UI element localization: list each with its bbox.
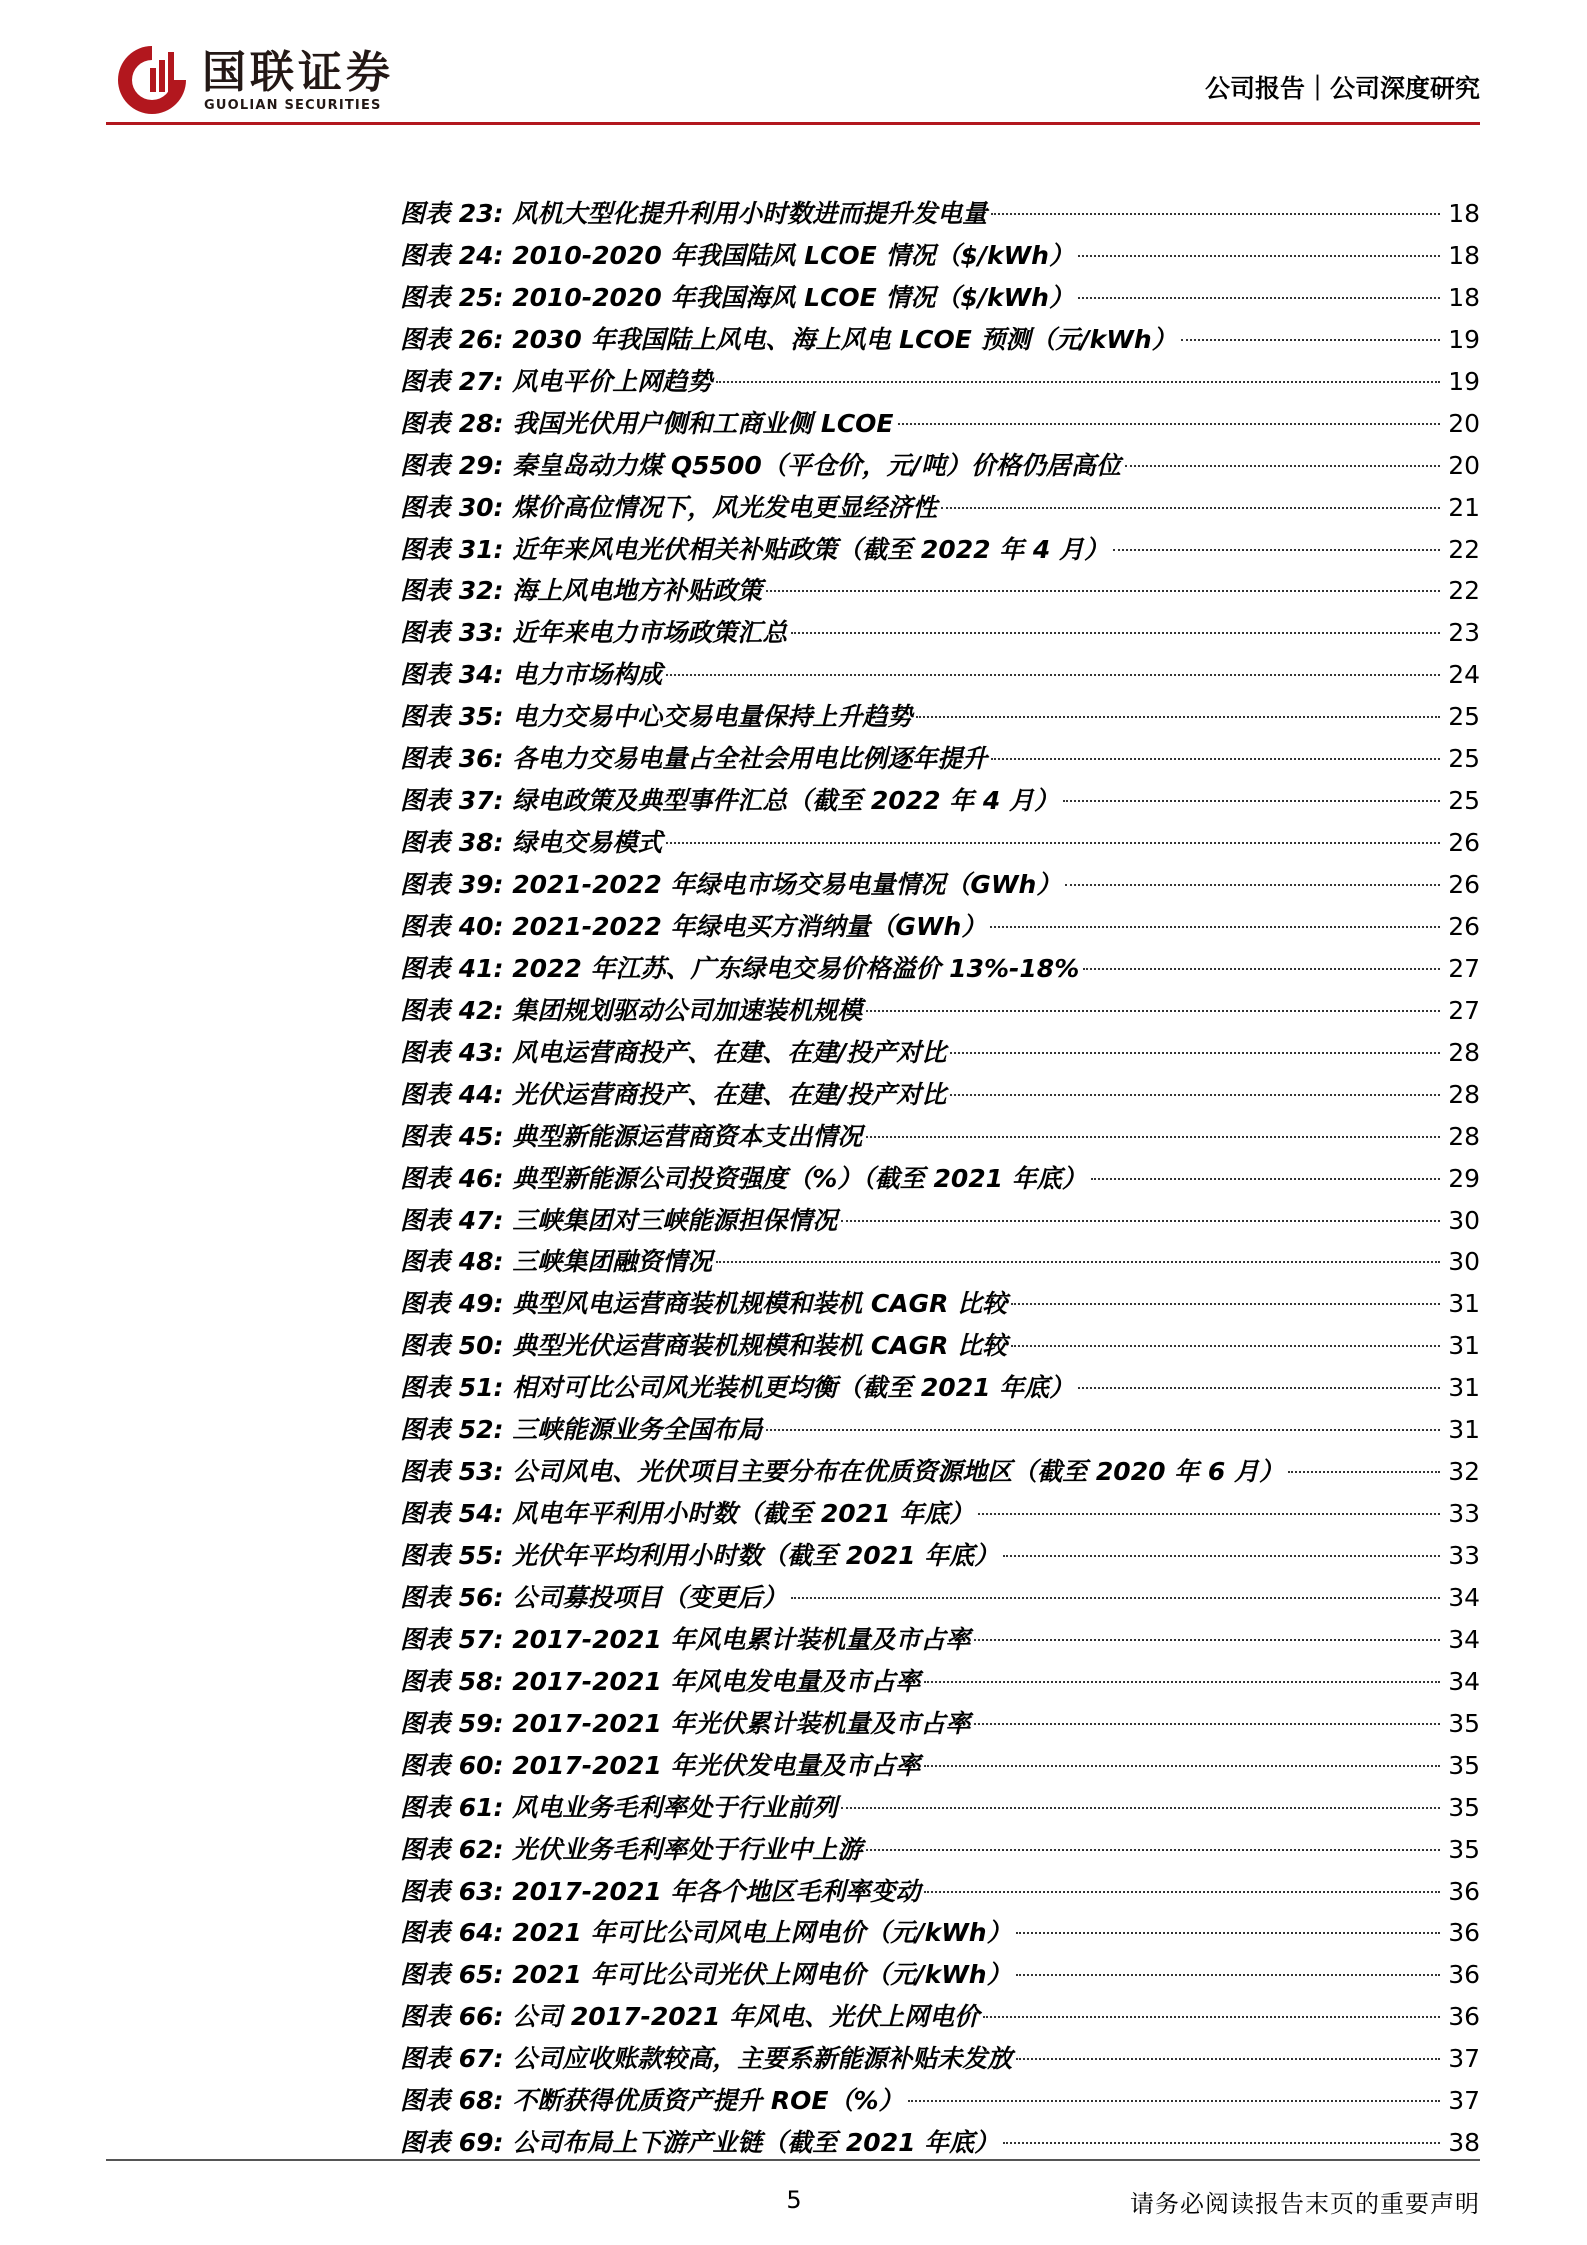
toc-dot-leader bbox=[1288, 1471, 1440, 1473]
page-header bbox=[0, 0, 1587, 130]
toc-entry[interactable] bbox=[400, 1871, 1480, 1913]
toc-entry[interactable] bbox=[400, 780, 1480, 822]
toc-entry-title: 图表 61: 风电业务毛利率处于行业前列 bbox=[400, 1792, 838, 1822]
toc-entry[interactable] bbox=[400, 654, 1480, 696]
toc-entry-title: 图表 56: 公司募投项目（变更后） bbox=[400, 1582, 788, 1612]
toc-entry-title: 图表 23: 风机大型化提升利用小时数进而提升发电量 bbox=[400, 199, 988, 228]
toc-dot-leader bbox=[1063, 800, 1440, 802]
toc-entry-page: 28 bbox=[1448, 1037, 1480, 1067]
toc-entry-title: 图表 33: 近年来电力市场政策汇总 bbox=[400, 618, 788, 648]
toc-entry-page: 32 bbox=[1448, 1457, 1480, 1487]
toc-entry[interactable] bbox=[400, 1200, 1480, 1242]
toc-entry-title: 图表 40: 2021-2022 年绿电买方消纳量（GWh） bbox=[400, 911, 987, 941]
toc-dot-leader bbox=[974, 1723, 1440, 1725]
toc-entry[interactable] bbox=[400, 193, 1480, 235]
toc-dot-leader bbox=[1011, 1345, 1440, 1347]
toc-entry[interactable] bbox=[400, 2080, 1480, 2122]
toc-entry-page: 19 bbox=[1448, 366, 1480, 396]
toc-entry-title: 图表 62: 光伏业务毛利率处于行业中上游 bbox=[400, 1834, 863, 1864]
toc-entry[interactable] bbox=[400, 822, 1480, 864]
toc-entry-page: 31 bbox=[1448, 1415, 1480, 1445]
toc-entry-page: 33 bbox=[1448, 1541, 1480, 1570]
guolian-logo bbox=[112, 40, 412, 120]
toc-entry[interactable] bbox=[400, 1074, 1480, 1116]
toc-entry-page: 18 bbox=[1448, 282, 1480, 312]
guolian-logo-mark-icon bbox=[112, 40, 192, 120]
toc-entry[interactable] bbox=[400, 1325, 1480, 1367]
toc-dot-leader bbox=[974, 1639, 1440, 1641]
toc-entry[interactable] bbox=[400, 612, 1480, 654]
toc-entry-page: 33 bbox=[1448, 1499, 1480, 1529]
toc-entry-title: 图表 45: 典型新能源运营商资本支出情况 bbox=[400, 1121, 863, 1151]
toc-entry[interactable] bbox=[400, 277, 1480, 319]
toc-dot-leader bbox=[950, 1052, 1440, 1054]
toc-entry[interactable] bbox=[400, 487, 1480, 529]
toc-entry-title: 图表 43: 风电运营商投产、在建、在建/投产对比 bbox=[400, 1037, 947, 1067]
toc-entry[interactable] bbox=[400, 235, 1480, 277]
toc-entry-title: 图表 25: 2010-2020 年我国海风 LCOE 情况（$/kWh） bbox=[400, 282, 1074, 312]
toc-entry-title: 图表 34: 电力市场构成 bbox=[400, 660, 663, 690]
toc-dot-leader bbox=[841, 1220, 1440, 1222]
toc-entry-page: 29 bbox=[1448, 1163, 1480, 1193]
toc-entry[interactable] bbox=[400, 570, 1480, 612]
toc-entry-page: 34 bbox=[1448, 1624, 1480, 1654]
toc-entry-title: 图表 49: 典型风电运营商装机规模和装机 CAGR 比较 bbox=[400, 1289, 1008, 1319]
toc-entry-title: 图表 28: 我国光伏用户侧和工商业侧 LCOE bbox=[400, 408, 894, 438]
toc-dot-leader bbox=[924, 1765, 1440, 1767]
toc-dot-leader bbox=[1011, 1303, 1440, 1305]
toc-dot-leader bbox=[916, 716, 1440, 718]
toc-entry-page: 34 bbox=[1448, 1666, 1480, 1696]
toc-entry[interactable] bbox=[400, 1367, 1480, 1409]
toc-entry[interactable] bbox=[400, 1116, 1480, 1158]
toc-entry-page: 22 bbox=[1448, 534, 1480, 564]
toc-dot-leader bbox=[866, 1849, 1440, 1851]
toc-entry[interactable] bbox=[400, 990, 1480, 1032]
toc-entry-page: 35 bbox=[1448, 1750, 1480, 1780]
toc-entry[interactable] bbox=[400, 1451, 1480, 1493]
toc-dot-leader bbox=[866, 1010, 1440, 1012]
toc-dot-leader bbox=[1125, 465, 1440, 467]
toc-dot-leader bbox=[983, 2016, 1440, 2018]
header-divider bbox=[106, 122, 1480, 125]
logo-chinese-name: 国联证券 bbox=[202, 47, 394, 98]
toc-entry-title: 图表 24: 2010-2020 年我国陆风 LCOE 情况（$/kWh） bbox=[400, 240, 1074, 270]
toc-entry-title: 图表 59: 2017-2021 年光伏累计装机量及市占率 bbox=[400, 1708, 971, 1738]
toc-entry-page: 20 bbox=[1448, 408, 1480, 438]
toc-entry[interactable] bbox=[400, 1493, 1480, 1535]
toc-entry-page: 23 bbox=[1448, 618, 1480, 648]
toc-dot-leader bbox=[991, 213, 1440, 215]
toc-dot-leader bbox=[1078, 255, 1440, 257]
toc-entry-page: 31 bbox=[1448, 1289, 1480, 1319]
toc-entry-page: 37 bbox=[1448, 2044, 1480, 2074]
toc-entry-page: 36 bbox=[1448, 1918, 1480, 1948]
toc-entry-page: 26 bbox=[1448, 828, 1480, 858]
toc-dot-leader bbox=[1003, 2142, 1440, 2144]
toc-dot-leader bbox=[1083, 968, 1440, 970]
toc-entry-page: 26 bbox=[1448, 870, 1480, 899]
page-number: 5 bbox=[786, 2186, 802, 2214]
toc-entry-title: 图表 53: 公司风电、光伏项目主要分布在优质资源地区（截至 2020 年 6 月） bbox=[400, 1457, 1284, 1487]
toc-entry-title: 图表 64: 2021 年可比公司风电上网电价（元/kWh） bbox=[400, 1918, 1012, 1948]
toc-entry[interactable] bbox=[400, 361, 1480, 403]
toc-entry[interactable] bbox=[400, 1577, 1480, 1619]
toc-entry[interactable] bbox=[400, 1703, 1480, 1745]
toc-entry-page: 35 bbox=[1448, 1792, 1480, 1822]
toc-entry-page: 38 bbox=[1448, 2128, 1480, 2158]
toc-entry-page: 20 bbox=[1448, 450, 1480, 480]
toc-entry-page: 30 bbox=[1448, 1247, 1480, 1277]
toc-entry-title: 图表 69: 公司布局上下游产业链（截至 2021 年底） bbox=[400, 2128, 1000, 2158]
toc-entry-title: 图表 65: 2021 年可比公司光伏上网电价（元/kWh） bbox=[400, 1960, 1012, 1990]
toc-entry[interactable] bbox=[400, 1954, 1480, 1996]
toc-entry[interactable] bbox=[400, 1409, 1480, 1451]
toc-entry-page: 25 bbox=[1448, 702, 1480, 732]
toc-entry[interactable] bbox=[400, 864, 1480, 906]
toc-entry[interactable] bbox=[400, 1829, 1480, 1871]
toc-entry-page: 27 bbox=[1448, 953, 1480, 983]
toc-dot-leader bbox=[841, 1807, 1440, 1809]
toc-dot-leader bbox=[666, 674, 1440, 676]
toc-entry-title: 图表 36: 各电力交易电量占全社会用电比例逐年提升 bbox=[400, 744, 988, 774]
toc-entry-title: 图表 58: 2017-2021 年风电发电量及市占率 bbox=[400, 1666, 921, 1696]
toc-entry-page: 21 bbox=[1448, 492, 1480, 522]
toc-entry-title: 图表 66: 公司 2017-2021 年风电、光伏上网电价 bbox=[400, 2002, 980, 2032]
toc-dot-leader bbox=[1016, 1932, 1440, 1934]
toc-entry-title: 图表 42: 集团规划驱动公司加速装机规模 bbox=[400, 995, 863, 1025]
toc-entry-title: 图表 68: 不断获得优质资产提升 ROE（%） bbox=[400, 2086, 904, 2116]
toc-entry-title: 图表 30: 煤价高位情况下，风光发电更显经济性 bbox=[400, 492, 938, 522]
disclaimer-text: 请务必阅读报告末页的重要声明 bbox=[1130, 2190, 1480, 2218]
toc-entry-title: 图表 46: 典型新能源公司投资强度（%）（截至 2021 年底） bbox=[400, 1163, 1087, 1193]
toc-entry-page: 18 bbox=[1448, 199, 1480, 228]
toc-entry-page: 35 bbox=[1448, 1708, 1480, 1738]
toc-entry-title: 图表 38: 绿电交易模式 bbox=[400, 828, 663, 858]
logo-english-name: GUOLIAN SECURITIES bbox=[204, 98, 382, 113]
toc-dot-leader bbox=[924, 1891, 1440, 1893]
toc-entry-title: 图表 32: 海上风电地方补贴政策 bbox=[400, 576, 763, 606]
toc-entry-page: 24 bbox=[1448, 660, 1480, 690]
toc-dot-leader bbox=[991, 758, 1440, 760]
toc-dot-leader bbox=[1078, 297, 1440, 299]
toc-entry[interactable] bbox=[400, 948, 1480, 990]
toc-entry-page: 25 bbox=[1448, 786, 1480, 816]
toc-entry[interactable] bbox=[400, 738, 1480, 780]
toc-entry-title: 图表 51: 相对可比公司风光装机更均衡（截至 2021 年底） bbox=[400, 1373, 1075, 1403]
toc-dot-leader bbox=[766, 590, 1440, 592]
toc-entry-title: 图表 47: 三峡集团对三峡能源担保情况 bbox=[400, 1205, 838, 1235]
toc-dot-leader bbox=[1003, 1555, 1440, 1557]
toc-entry-title: 图表 54: 风电年平利用小时数（截至 2021 年底） bbox=[400, 1499, 975, 1529]
toc-dot-leader bbox=[941, 507, 1440, 509]
toc-entry-page: 35 bbox=[1448, 1834, 1480, 1864]
toc-entry-page: 36 bbox=[1448, 2002, 1480, 2032]
toc-dot-leader bbox=[1181, 339, 1440, 341]
toc-dot-leader bbox=[978, 1513, 1440, 1515]
toc-entry-title: 图表 60: 2017-2021 年光伏发电量及市占率 bbox=[400, 1750, 921, 1780]
toc-dot-leader bbox=[990, 926, 1440, 928]
toc-dot-leader bbox=[1078, 1387, 1440, 1389]
toc-entry-title: 图表 52: 三峡能源业务全国布局 bbox=[400, 1415, 763, 1445]
toc-entry[interactable] bbox=[400, 1619, 1480, 1661]
toc-entry-page: 28 bbox=[1448, 1121, 1480, 1151]
toc-entry-title: 图表 55: 光伏年平均利用小时数（截至 2021 年底） bbox=[400, 1541, 1000, 1570]
toc-entry[interactable] bbox=[400, 1996, 1480, 2038]
toc-entry-title: 图表 27: 风电平价上网趋势 bbox=[400, 366, 713, 396]
toc-entry[interactable] bbox=[400, 403, 1480, 445]
toc-entry[interactable] bbox=[400, 2038, 1480, 2080]
toc-entry[interactable] bbox=[400, 1158, 1480, 1200]
toc-entry-title: 图表 50: 典型光伏运营商装机规模和装机 CAGR 比较 bbox=[400, 1331, 1008, 1361]
toc-entry[interactable] bbox=[400, 1241, 1480, 1283]
toc-entry[interactable] bbox=[400, 1661, 1480, 1703]
toc-entry[interactable] bbox=[400, 529, 1480, 571]
toc-entry[interactable] bbox=[400, 1787, 1480, 1829]
toc-entry-page: 36 bbox=[1448, 1876, 1480, 1906]
toc-entry-title: 图表 35: 电力交易中心交易电量保持上升趋势 bbox=[400, 702, 913, 732]
toc-dot-leader bbox=[1016, 2058, 1440, 2060]
toc-entry-page: 26 bbox=[1448, 911, 1480, 941]
toc-entry-page: 34 bbox=[1448, 1582, 1480, 1612]
toc-dot-leader bbox=[1113, 549, 1440, 551]
toc-entry[interactable] bbox=[400, 1283, 1480, 1325]
toc-dot-leader bbox=[1065, 884, 1440, 886]
toc-entry-page: 31 bbox=[1448, 1331, 1480, 1361]
toc-entry[interactable] bbox=[400, 906, 1480, 948]
toc-dot-leader bbox=[950, 1094, 1440, 1096]
toc-entry-page: 19 bbox=[1448, 324, 1480, 354]
toc-entry-page: 18 bbox=[1448, 240, 1480, 270]
toc-entry[interactable] bbox=[400, 1032, 1480, 1074]
toc-entry-title: 图表 37: 绿电政策及典型事件汇总（截至 2022 年 4 月） bbox=[400, 786, 1059, 816]
toc-dot-leader bbox=[866, 1136, 1440, 1138]
toc-entry-title: 图表 44: 光伏运营商投产、在建、在建/投产对比 bbox=[400, 1079, 947, 1109]
toc-entry-page: 36 bbox=[1448, 1960, 1480, 1990]
toc-dot-leader bbox=[924, 1681, 1440, 1683]
report-type: 公司报告｜公司深度研究 bbox=[1204, 74, 1480, 103]
toc-entry-title: 图表 48: 三峡集团融资情况 bbox=[400, 1247, 713, 1277]
toc-entry[interactable] bbox=[400, 696, 1480, 738]
toc-dot-leader bbox=[716, 1261, 1440, 1263]
toc-entry-page: 28 bbox=[1448, 1079, 1480, 1109]
toc-entry-title: 图表 39: 2021-2022 年绿电市场交易电量情况（GWh） bbox=[400, 870, 1062, 899]
toc-entry[interactable] bbox=[400, 2122, 1480, 2164]
toc-dot-leader bbox=[791, 1597, 1440, 1599]
toc-entry[interactable] bbox=[400, 1912, 1480, 1954]
toc-dot-leader bbox=[908, 2100, 1440, 2102]
toc-entry-title: 图表 31: 近年来风电光伏相关补贴政策（截至 2022 年 4 月） bbox=[400, 534, 1109, 564]
toc-dot-leader bbox=[791, 632, 1440, 634]
toc-entry-page: 30 bbox=[1448, 1205, 1480, 1235]
toc-entry-page: 22 bbox=[1448, 576, 1480, 606]
toc-entry[interactable] bbox=[400, 1535, 1480, 1577]
toc-entry-title: 图表 29: 秦皇岛动力煤 Q5500（平仓价，元/吨）价格仍居高位 bbox=[400, 450, 1121, 480]
toc-entry-title: 图表 26: 2030 年我国陆上风电、海上风电 LCOE 预测（元/kWh） bbox=[400, 324, 1177, 354]
toc-entry-page: 37 bbox=[1448, 2086, 1480, 2116]
toc-entry-title: 图表 63: 2017-2021 年各个地区毛利率变动 bbox=[400, 1876, 921, 1906]
table-of-contents bbox=[400, 193, 1480, 2164]
toc-dot-leader bbox=[898, 423, 1440, 425]
footer-divider bbox=[106, 2159, 1480, 2161]
toc-dot-leader bbox=[1091, 1178, 1440, 1180]
toc-dot-leader bbox=[1016, 1974, 1440, 1976]
toc-entry-title: 图表 57: 2017-2021 年风电累计装机量及市占率 bbox=[400, 1624, 971, 1654]
toc-entry[interactable] bbox=[400, 319, 1480, 361]
toc-entry-page: 31 bbox=[1448, 1373, 1480, 1403]
toc-dot-leader bbox=[666, 842, 1440, 844]
toc-entry-page: 25 bbox=[1448, 744, 1480, 774]
toc-entry-title: 图表 67: 公司应收账款较高，主要系新能源补贴未发放 bbox=[400, 2044, 1013, 2074]
toc-entry[interactable] bbox=[400, 1745, 1480, 1787]
toc-dot-leader bbox=[716, 381, 1440, 383]
toc-entry[interactable] bbox=[400, 445, 1480, 487]
toc-dot-leader bbox=[766, 1429, 1440, 1431]
toc-entry-page: 27 bbox=[1448, 995, 1480, 1025]
toc-entry-title: 图表 41: 2022 年江苏、广东绿电交易价格溢价 13%-18% bbox=[400, 953, 1080, 983]
